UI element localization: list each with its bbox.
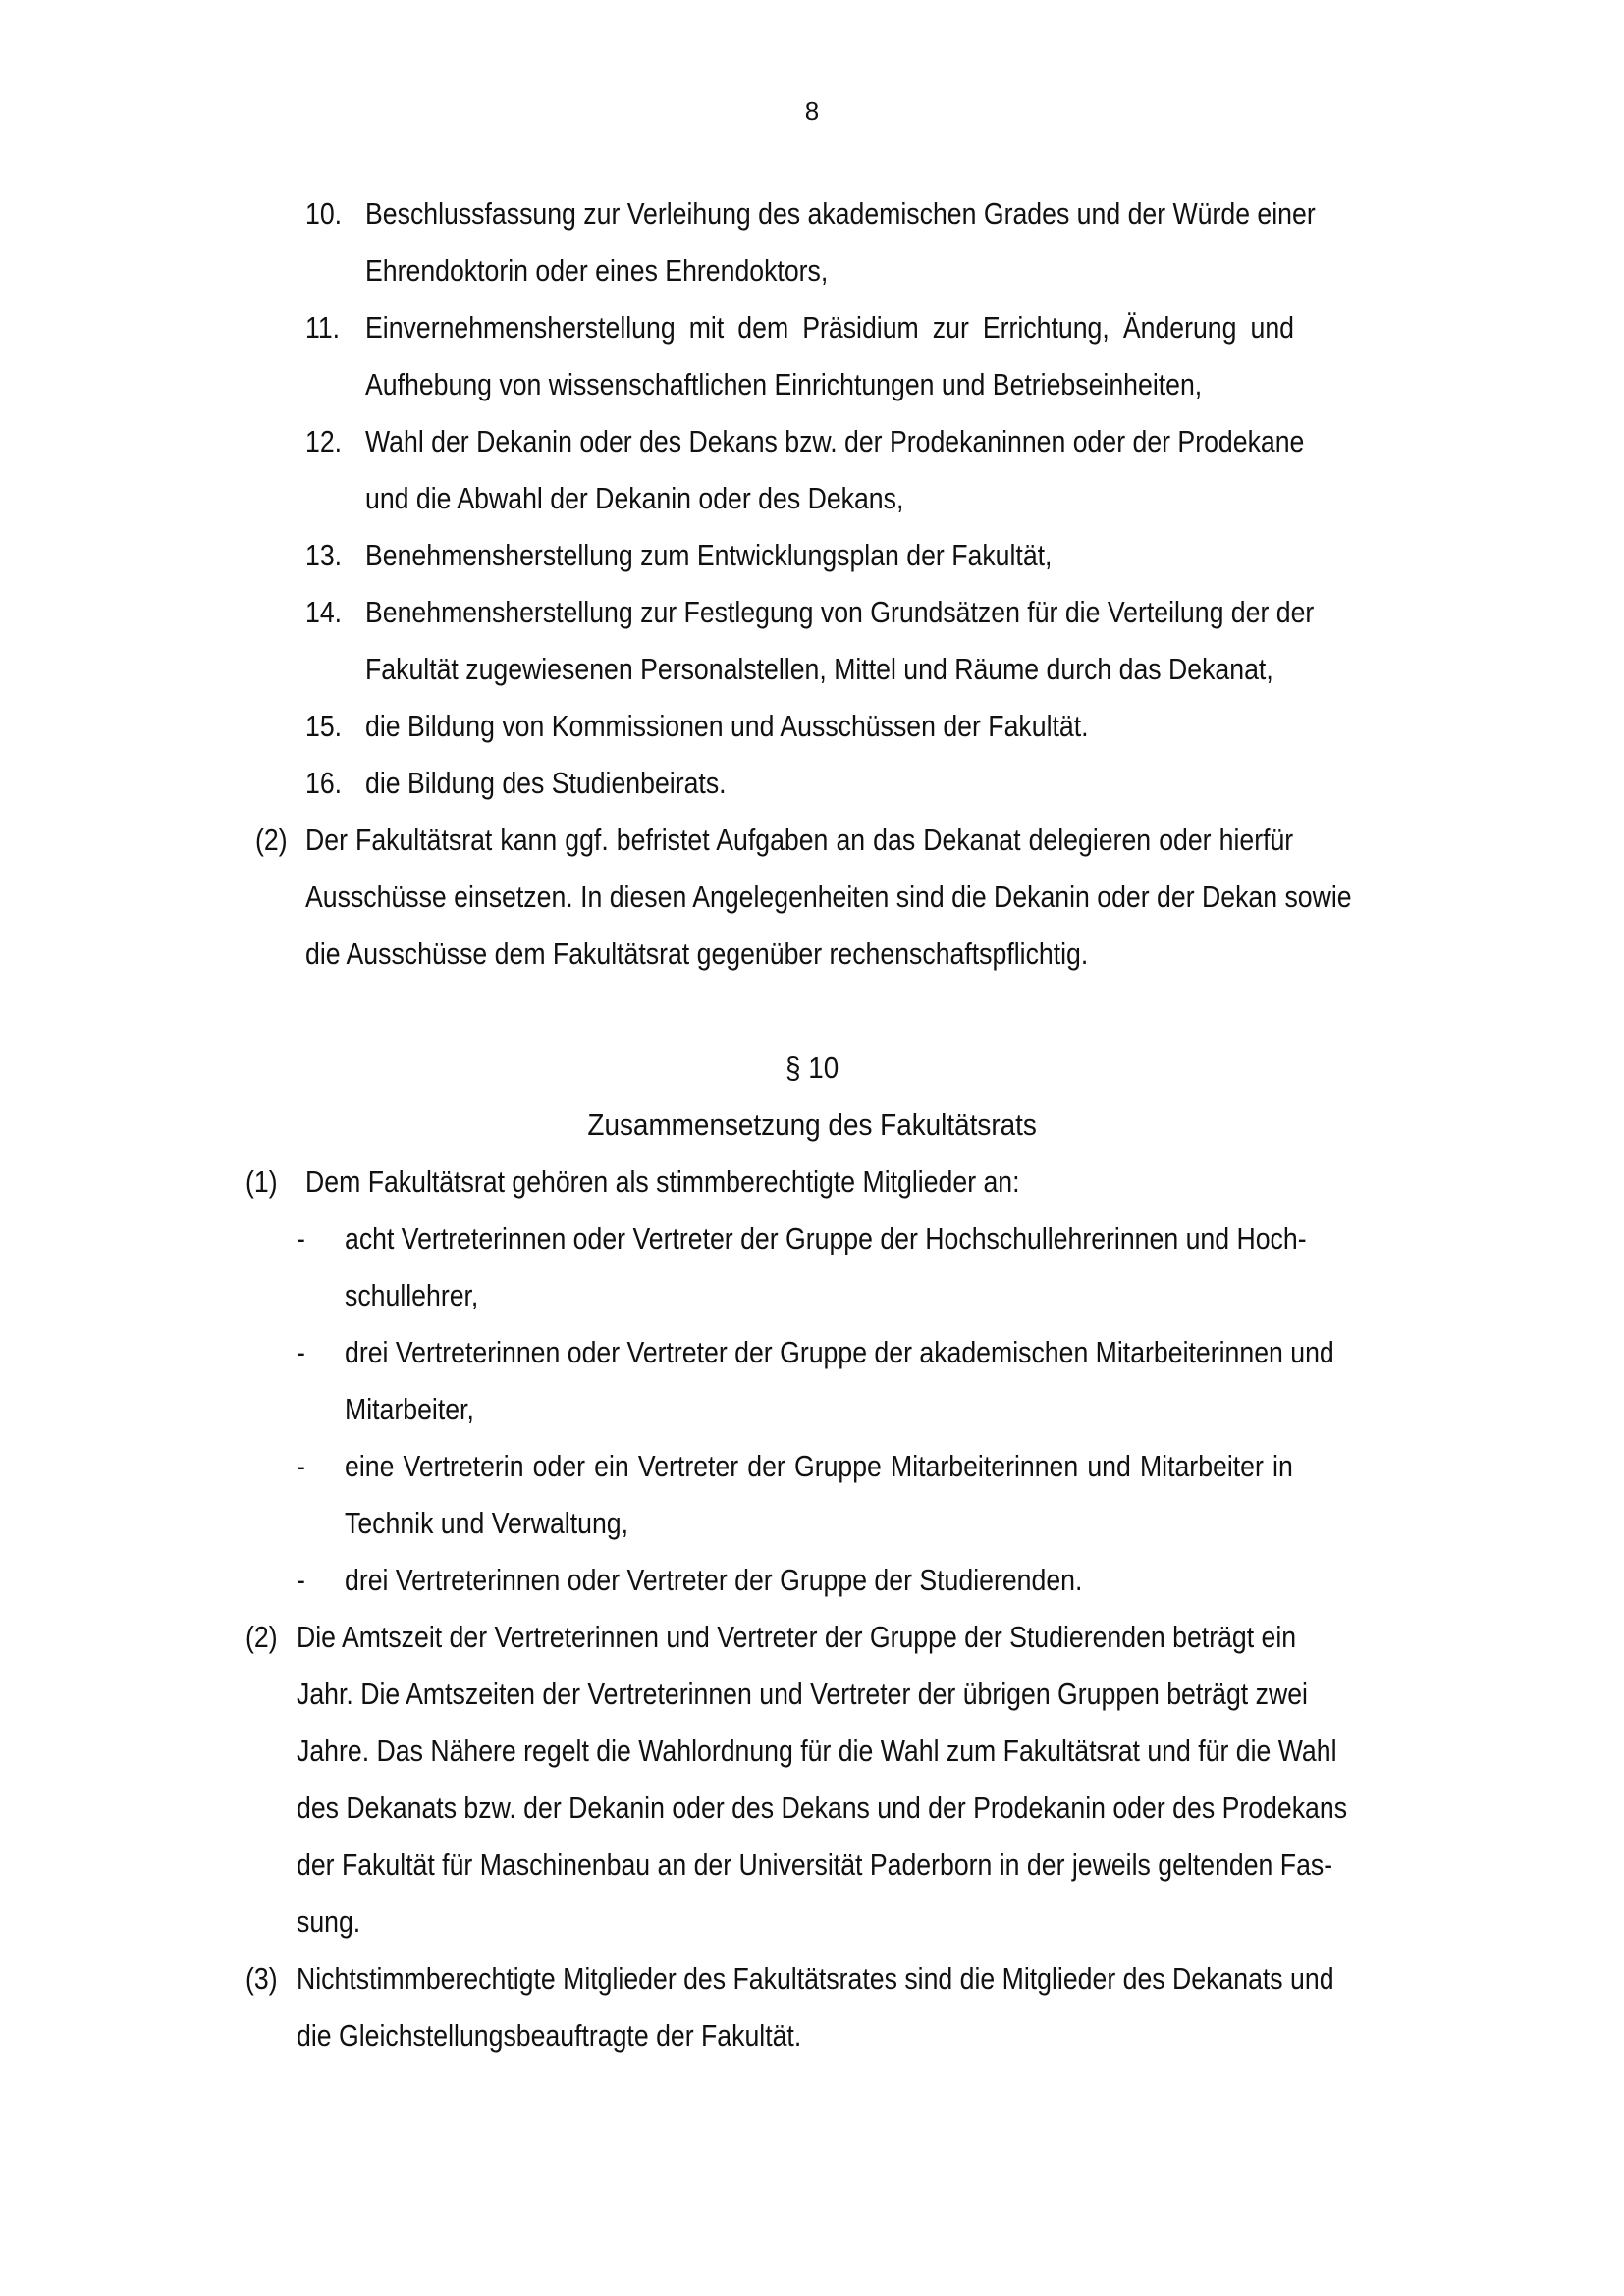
list-item-text: die Bildung von Kommissionen und Ausschüssen der Fakultät. [365,709,1089,743]
bullet-text: schullehrer, [345,1278,479,1312]
bullet-text: acht Vertreterinnen oder Vertreter der Gruppe der Hochschullehrerinnen und Hoch- [345,1221,1307,1255]
bullet-text: Mitarbeiter, [345,1392,474,1426]
paragraph-text: Jahr. Die Amtszeiten der Vertreterinnen und Vertreter der übrigen Gruppen beträgt zwei [297,1677,1308,1711]
list-item-text: Beschlussfassung zur Verleihung des akademischen Grades und der Würde einer [365,196,1316,231]
list-item-number: 16. [305,766,343,800]
list-item-number: 15. [305,709,343,743]
list-item-number: 14. [305,595,343,629]
bullet-dash: - [297,1335,305,1369]
list-item-text: Benehmensherstellung zur Festlegung von Grundsätzen für die Verteilung der der [365,595,1315,629]
bullet-dash: - [297,1221,305,1255]
paragraph-text: Nichtstimmberechtigte Mitglieder des Fakultätsrates sind die Mitglieder des Dekanats und [297,1961,1334,1996]
section-number [0,1048,1624,1088]
list-item-text: Benehmensherstellung zum Entwicklungsplan der Fakultät, [365,538,1053,572]
bullet-text: Technik und Verwaltung, [345,1506,629,1540]
list-item-number: 10. [305,196,343,231]
bullet-text: drei Vertreterinnen oder Vertreter der Gruppe der Studierenden. [345,1563,1083,1597]
paragraph-text: des Dekanats bzw. der Dekanin oder des Dekans und der Prodekanin oder des Prodekans [297,1790,1348,1825]
bullet-text: eine Vertreterin oder ein Vertreter der Gruppe Mitarbeiterinnen und Mitarbeiter in [345,1449,1293,1483]
paragraph-text: die Gleichstellungsbeauftragte der Fakultät. [297,2018,802,2053]
section-title [0,1105,1624,1145]
paragraph-text: der Fakultät für Maschinenbau an der Universität Paderborn in der jeweils geltenden Fas- [297,1847,1333,1882]
paragraph-number: (1) [245,1164,278,1199]
paragraph-intro: Dem Fakultätsrat gehören als stimmberechtigte Mitglieder an: [305,1164,1020,1199]
paragraph-text: Der Fakultätsrat kann ggf. befristet Aufgaben an das Dekanat delegieren oder hierfür [305,823,1294,857]
list-item-number: 13. [305,538,343,572]
list-item-text: Fakultät zugewiesenen Personalstellen, Mittel und Räume durch das Dekanat, [365,652,1273,686]
list-item-text: und die Abwahl der Dekanin oder des Dekans, [365,481,904,515]
section-number-text: § 10 [785,1050,839,1085]
section-title-text: Zusammensetzung des Fakultätsrats [587,1107,1037,1142]
list-item-text: Ehrendoktorin oder eines Ehrendoktors, [365,253,829,288]
list-item-text: die Bildung des Studienbeirats. [365,766,727,800]
list-item-text: Aufhebung von wissenschaftlichen Einrichtungen und Betriebseinheiten, [365,367,1203,401]
bullet-dash: - [297,1449,305,1483]
list-item-text: Einvernehmensherstellung mit dem Präsidium zur Errichtung, Änderung und [365,310,1294,345]
paragraph-number: (2) [255,823,288,857]
paragraph-number: (3) [245,1961,278,1996]
paragraph-text: die Ausschüsse dem Fakultätsrat gegenüber rechenschaftspflichtig. [305,936,1089,971]
bullet-text: drei Vertreterinnen oder Vertreter der Gruppe der akademischen Mitarbeiterinnen und [345,1335,1334,1369]
paragraph-text: Die Amtszeit der Vertreterinnen und Vertreter der Gruppe der Studierenden beträgt ein [297,1620,1297,1654]
paragraph-text: Jahre. Das Nähere regelt die Wahlordnung für die Wahl zum Fakultätsrat und für die Wahl [297,1734,1337,1768]
list-item-number: 11. [305,310,341,345]
paragraph-text: Ausschüsse einsetzen. In diesen Angelegenheiten sind die Dekanin oder der Dekan sowie [305,880,1352,914]
list-item-text: Wahl der Dekanin oder des Dekans bzw. der Prodekaninnen oder der Prodekane [365,424,1305,458]
page-number: 8 [804,96,820,126]
bullet-dash: - [297,1563,305,1597]
paragraph-text: sung. [297,1904,361,1939]
paragraph-number: (2) [245,1620,278,1654]
list-item-number: 12. [305,424,343,458]
